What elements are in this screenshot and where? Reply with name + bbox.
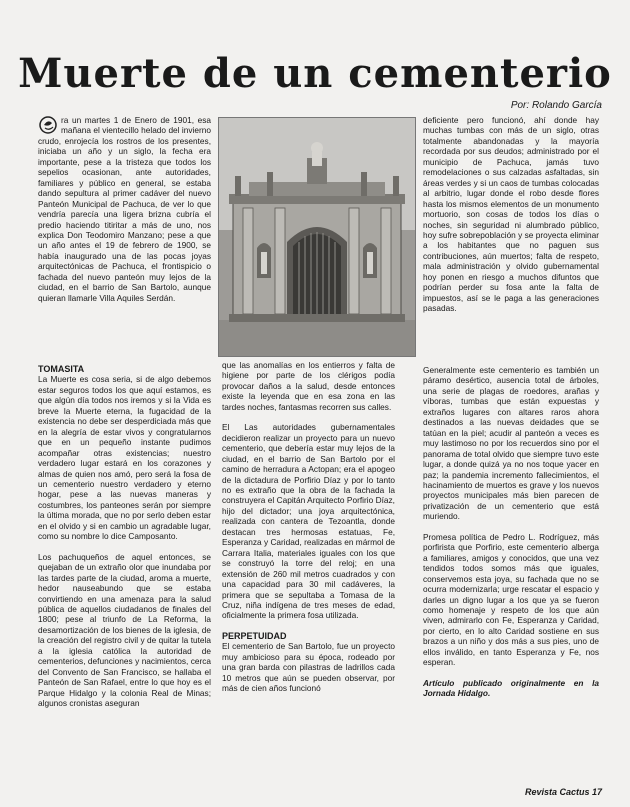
paragraph: Generalmente este cementerio es también un páramo desértico, ausencia total de árboles, una serie de plagas de roedores, arañas y víboras, tumbas que están expuestas y extraños lugares con altares raros ahora destinados a las nuevas deidades que se tatúan en la piel; acudir al panteón a veces es muy lastimoso no por los recuerdos sino por el panorama de total olvido que siempre tuvo este lugar, a donde quizá ya no nos toque yacer en paz; la pandemia incremento fallecimientos, el hacinamiento de muertos es grave y los nuevos proyectos municipales más bien parecen de privatización de un cementerio que está muriendo. [423, 365, 599, 522]
article-title: Muerte de un cementerio [18, 50, 612, 97]
paragraph: El Las autoridades gubernamentales decidieron realizar un proyecto para un nuevo cementerio, que debería estar muy lejos de la ciudad, en el barrio de San Bartolo por el camino de herradura a Actopan; era el apogeo de la dictadura de Porfirio Díaz y por lo tanto no es extraño que la obra de la fachada la construyera el Capitán Arquitecto Porfirio Díaz, hijo del dictador; una joya arquitectónica, realizada con cantera de Tezoantla, donde destacan tres hermosas estatuas, Fe, Esperanza y Caridad, realizadas en mármol de Carrara Italia, materiales iguales con los que se construyó la torre del reloj; en una extensión de 260 mil metros cuadrados y con una capacidad para 30 mil cadáveres, la primera que se sepultaba a Tomasa de la Cruz, niña indígena de tres meses de edad, oficialmente la primera fosa utilizada. [222, 422, 395, 621]
byline: Por: Rolando García [510, 100, 602, 111]
column-1-bottom [38, 364, 211, 719]
lead-paragraph: ra un martes 1 de Enero de 1901, esa mañana el vientecillo helado del invierno crudo, enrojecía los rostros de los presentes, iniciaba un año y un siglo, la fecha era importante, pese a la tristeza que todos los sepelios ocasionan, ante autoridades, familiares y público en general, se estaba dando sepultura al primer cadáver del nuevo Panteón Municipal de Pachuca, de ver lo que vendría parecía una ligera brizna cubría el predio haciendo titiritar a más de uno, nos explica Don Teodomiro Manzano; pese a que un año antes el 19 de febrero de 1900, se había inaugurado una de las pocas joyas arquitectónicas de Pachuca, el frontispicio o fachada del nuevo panteón muy lejos de la ciudad, en el barrio de San Bartolo, aunque quieran llamarle Villa Aquiles Serdán. [38, 115, 211, 303]
paragraph: deficiente pero funcionó, ahí donde hay muchas tumbas con más de un siglo, otras totalmente abandonadas y la mayoría recordada por sus deudos; administrado por el municipio de Pachuca, jamás tuvo remodelaciones o sus calzadas asfaltadas, sin áreas verdes y si un caos de tumbas colocadas al arbitrio, lugar donde el robo desde flores hasta los mismos elementos de un monumento mortuorio, son cosas de todos los días o noches, sin seguridad ni alumbrado público, hoy sufre sobrepoblación y se proyecta eliminar a los habitantes que no paguen sus contribuciones, aún muertos; falta de respeto, mala administración y olvido gubernamental hoy ponen en riesgo a muchos difuntos que podrían perder su fosa ante la falta de impuestos, así se le paga a las generaciones pasadas. [423, 115, 599, 314]
paragraph: La Muerte es cosa seria, si de algo debemos estar seguros todos los que aquí estamos, es que algún día todos nos iremos y si la Vida es breve la Muerte eterna, la fugacidad de la existencia no debe ser desperdiciada más que en la alegría de estar vivos y congratularnos que en un pequeño instante pudimos acompañar otras existencias; nuestro verdadero lugar estará en los corazones y almas de quien nos amó, pero será la fosa de un cementerio nuestro verdadero y eterno hogar, pese a las nuevas maneras y costumbres, los panteones serán por siempre la última morada, que no por serlo deben estar en el olvido y si en cambio un agradable lugar, como su nombre lo dice Camposanto. [38, 374, 211, 542]
drop-cap-e-icon [38, 115, 58, 135]
publication-note: Artículo publicado originalmente en la Jornada Hidalgo. [423, 677, 599, 699]
section-heading-tomasita: TOMASITA [38, 364, 85, 374]
column-3-top [423, 115, 599, 324]
column-1-top [38, 115, 211, 313]
paragraph: que las anomalías en los entierros y falta de higiene por parte de los clérigos podía provocar daños a la salud, desde entonces existe la leyenda que en esa zona en las tardes noches, fantasmas recorren sus calles. [222, 360, 395, 412]
cemetery-gate-photo [218, 117, 416, 357]
paragraph: El cementerio de San Bartolo, fue un proyecto muy ambicioso para su época, rodeado por una gran barda con pilastras de ladrillos cada 10 metros que aún se pueden observar, por más de cien años funcionó [222, 641, 395, 694]
paragraph: Promesa política de Pedro L. Rodríguez, más porfirista que Porfirio, este cementerio alberga a familiares, amigos y conocidos, que una vez tendidos todos somos más que iguales, conservemos esta joya, su fachada que no se ocurra modernizarla; urge rescatar el espacio y darles un digno lugar a los que ya se fueron como homenaje y respeto de los que aún viven, admirarlo con Fe, Esperanza y Caridad, por cierto, en lo alto Caridad sostiene en sus brazos a un niño y dos más a sus pies, uno de ellos inválido, en tanto Esperanza y Fe, nos esperan. [423, 531, 599, 668]
column-2 [222, 360, 395, 704]
column-3-bottom [423, 365, 599, 709]
page-footer: Revista Cactus 17 [524, 787, 602, 797]
section-heading-perpetuidad: PERPETUIDAD [222, 630, 287, 641]
paragraph: Los pachuqueños de aquel entonces, se quejaban de un extraño olor que inundaba por las tardes parte de la ciudad, aroma a muerte, hedor nauseabundo que se estaba convirtiendo en una amenaza para la salud pública de aquellos ciudadanos de finales del 1800; pese al triunfo de La Reforma, la desamortización de los bienes de la iglesia, de la creación del registro civil y de quitar la tutela a la iglesia católica la autoridad de cementerios, defunciones y nacimientos, cerca del Convento de San Francisco, se hallaba el Panteón de San Rafael, entre lo que hoy es el Parque Hidalgo y la colonia Real de Minas; algunos cronistas aseguran [38, 551, 211, 709]
cemetery-gate-illustration [219, 118, 415, 356]
